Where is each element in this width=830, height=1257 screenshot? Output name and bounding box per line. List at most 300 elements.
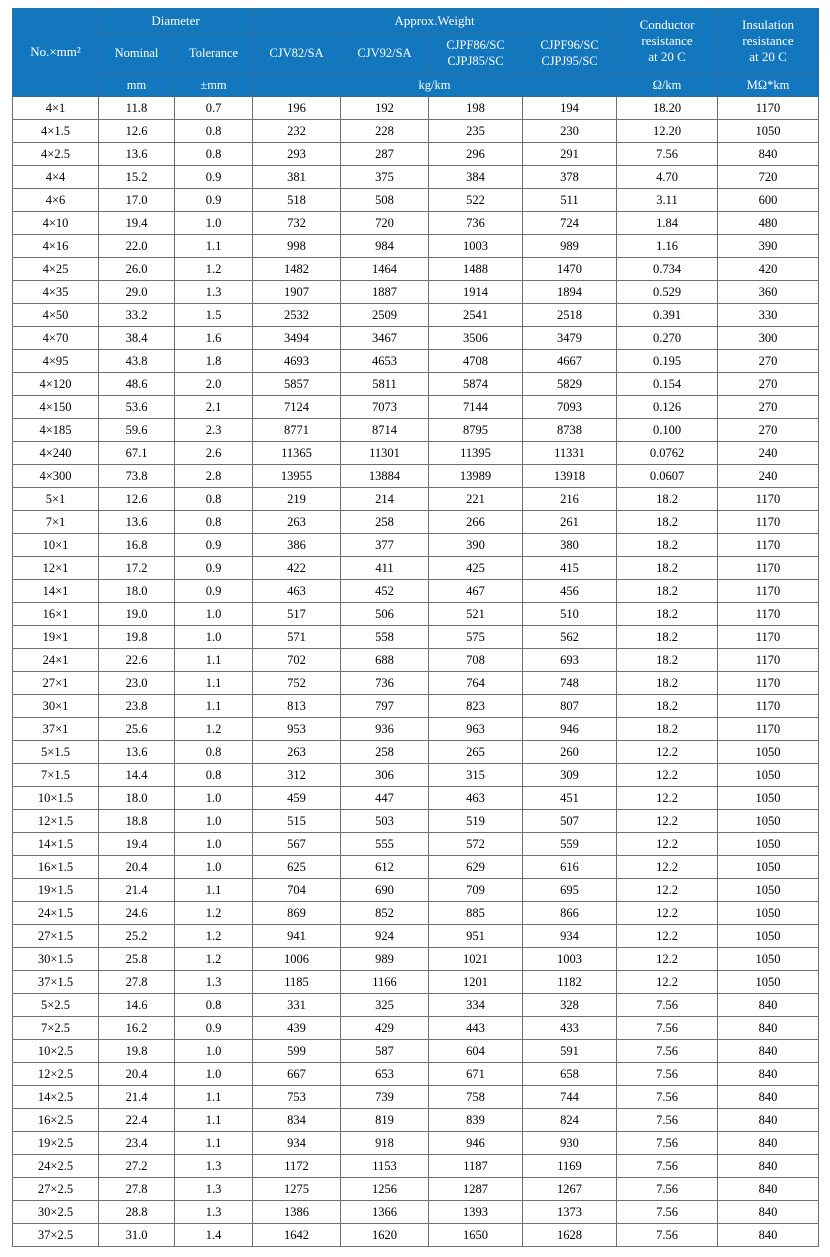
cell-size: 4×150 xyxy=(13,396,99,419)
table-row xyxy=(13,603,819,626)
cell-size: 19×2.5 xyxy=(13,1132,99,1155)
cell-insulation-resistance: 240 xyxy=(718,465,819,488)
cell-weight-cjpf86: 709 xyxy=(429,879,523,902)
cell-conductor-resistance: 7.56 xyxy=(617,1109,718,1132)
cell-weight-cjpf86: 221 xyxy=(429,488,523,511)
cell-insulation-resistance: 1050 xyxy=(718,856,819,879)
cell-insulation-resistance: 1050 xyxy=(718,879,819,902)
cell-conductor-resistance: 7.56 xyxy=(617,1178,718,1201)
cell-tolerance: 1.1 xyxy=(175,235,253,258)
cell-tolerance: 0.9 xyxy=(175,534,253,557)
cell-size: 27×2.5 xyxy=(13,1178,99,1201)
cell-insulation-resistance: 1170 xyxy=(718,557,819,580)
cell-insulation-resistance: 330 xyxy=(718,304,819,327)
cell-size: 10×1.5 xyxy=(13,787,99,810)
cell-weight-cjv82: 8771 xyxy=(253,419,341,442)
cell-conductor-resistance: 18.2 xyxy=(617,672,718,695)
cell-weight-cjpf96: 415 xyxy=(523,557,617,580)
header-group-approx-weight: Approx.Weight xyxy=(253,9,617,34)
table-row xyxy=(13,143,819,166)
cell-weight-cjpf86: 4708 xyxy=(429,350,523,373)
table-row xyxy=(13,304,819,327)
cell-nominal-diameter: 31.0 xyxy=(99,1224,175,1247)
cell-weight-cjpf86: 5874 xyxy=(429,373,523,396)
cell-size: 7×2.5 xyxy=(13,1017,99,1040)
header-conductor-resistance-line1: Conductor xyxy=(639,16,695,32)
cell-weight-cjv92: 1366 xyxy=(341,1201,429,1224)
cell-weight-cjv92: 555 xyxy=(341,833,429,856)
table-row xyxy=(13,396,819,419)
cell-size: 4×6 xyxy=(13,189,99,212)
cell-weight-cjpf86: 235 xyxy=(429,120,523,143)
cell-insulation-resistance: 840 xyxy=(718,1224,819,1247)
cell-nominal-diameter: 12.6 xyxy=(99,120,175,143)
header-cjv82-sa: CJV82/SA xyxy=(253,34,341,74)
cell-insulation-resistance: 1050 xyxy=(718,787,819,810)
cell-weight-cjpf86: 839 xyxy=(429,1109,523,1132)
header-conductor-resistance-line3: at 20 C xyxy=(648,49,686,65)
cell-tolerance: 1.0 xyxy=(175,1063,253,1086)
cell-weight-cjpf96: 13918 xyxy=(523,465,617,488)
cell-weight-cjpf86: 265 xyxy=(429,741,523,764)
cell-nominal-diameter: 19.0 xyxy=(99,603,175,626)
cell-weight-cjv92: 989 xyxy=(341,948,429,971)
header-insulation-resistance-line1: Insulation xyxy=(742,16,795,32)
cell-weight-cjv82: 459 xyxy=(253,787,341,810)
cell-weight-cjpf86: 8795 xyxy=(429,419,523,442)
cell-weight-cjv92: 4653 xyxy=(341,350,429,373)
cell-conductor-resistance: 0.0762 xyxy=(617,442,718,465)
cell-weight-cjv82: 625 xyxy=(253,856,341,879)
cell-tolerance: 0.8 xyxy=(175,120,253,143)
cell-insulation-resistance: 1050 xyxy=(718,833,819,856)
cell-tolerance: 1.2 xyxy=(175,948,253,971)
table-row xyxy=(13,327,819,350)
cell-weight-cjpf86: 3506 xyxy=(429,327,523,350)
cell-weight-cjv82: 5857 xyxy=(253,373,341,396)
header-cjpf86-sc-line2: CJPJ85/SC xyxy=(447,53,504,68)
table-row xyxy=(13,856,819,879)
cell-weight-cjpf86: 384 xyxy=(429,166,523,189)
cell-weight-cjv82: 934 xyxy=(253,1132,341,1155)
cell-nominal-diameter: 18.0 xyxy=(99,580,175,603)
cell-weight-cjv82: 2532 xyxy=(253,304,341,327)
cell-nominal-diameter: 18.8 xyxy=(99,810,175,833)
cell-weight-cjv82: 571 xyxy=(253,626,341,649)
table-row xyxy=(13,925,819,948)
cell-nominal-diameter: 22.4 xyxy=(99,1109,175,1132)
cell-weight-cjv92: 214 xyxy=(341,488,429,511)
table-row xyxy=(13,97,819,120)
cell-weight-cjpf86: 266 xyxy=(429,511,523,534)
cell-conductor-resistance: 1.84 xyxy=(617,212,718,235)
table-row xyxy=(13,373,819,396)
cell-nominal-diameter: 13.6 xyxy=(99,143,175,166)
cell-size: 30×1.5 xyxy=(13,948,99,971)
cell-nominal-diameter: 24.6 xyxy=(99,902,175,925)
cell-tolerance: 1.0 xyxy=(175,212,253,235)
cell-size: 10×2.5 xyxy=(13,1040,99,1063)
header-conductor-resistance xyxy=(617,9,718,75)
cell-tolerance: 0.7 xyxy=(175,97,253,120)
cell-insulation-resistance: 1170 xyxy=(718,718,819,741)
cell-conductor-resistance: 7.56 xyxy=(617,1017,718,1040)
cell-weight-cjpf96: 433 xyxy=(523,1017,617,1040)
table-row xyxy=(13,879,819,902)
cell-weight-cjv92: 411 xyxy=(341,557,429,580)
cell-conductor-resistance: 7.56 xyxy=(617,1063,718,1086)
cell-size: 16×1.5 xyxy=(13,856,99,879)
cell-insulation-resistance: 270 xyxy=(718,419,819,442)
cell-weight-cjv82: 518 xyxy=(253,189,341,212)
table-row xyxy=(13,672,819,695)
cell-weight-cjv92: 13884 xyxy=(341,465,429,488)
table-row xyxy=(13,511,819,534)
cell-size: 4×70 xyxy=(13,327,99,350)
cell-size: 4×35 xyxy=(13,281,99,304)
cell-size: 4×25 xyxy=(13,258,99,281)
cell-size: 12×2.5 xyxy=(13,1063,99,1086)
cell-weight-cjv92: 1887 xyxy=(341,281,429,304)
cell-weight-cjpf96: 946 xyxy=(523,718,617,741)
cell-weight-cjv92: 452 xyxy=(341,580,429,603)
cell-weight-cjv92: 506 xyxy=(341,603,429,626)
cell-insulation-resistance: 1170 xyxy=(718,695,819,718)
cell-conductor-resistance: 0.154 xyxy=(617,373,718,396)
header-cjpf96-sc-line2: CJPJ95/SC xyxy=(541,53,598,68)
cell-weight-cjpf86: 629 xyxy=(429,856,523,879)
cell-tolerance: 1.0 xyxy=(175,603,253,626)
cell-tolerance: 0.8 xyxy=(175,143,253,166)
unit-conductor-resistance: Ω/km xyxy=(617,74,718,97)
cell-weight-cjv92: 258 xyxy=(341,741,429,764)
cell-weight-cjv92: 984 xyxy=(341,235,429,258)
cell-weight-cjpf96: 8738 xyxy=(523,419,617,442)
cell-weight-cjpf96: 744 xyxy=(523,1086,617,1109)
cell-tolerance: 1.1 xyxy=(175,672,253,695)
cell-tolerance: 2.1 xyxy=(175,396,253,419)
cell-weight-cjpf96: 616 xyxy=(523,856,617,879)
cell-tolerance: 1.1 xyxy=(175,649,253,672)
cell-weight-cjv82: 263 xyxy=(253,511,341,534)
unit-tolerance-mm: ±mm xyxy=(175,74,253,97)
cell-weight-cjpf86: 425 xyxy=(429,557,523,580)
table-row xyxy=(13,557,819,580)
cell-insulation-resistance: 1050 xyxy=(718,971,819,994)
header-insulation-resistance xyxy=(718,9,819,75)
cell-weight-cjpf96: 510 xyxy=(523,603,617,626)
cell-tolerance: 1.1 xyxy=(175,695,253,718)
cell-weight-cjv92: 5811 xyxy=(341,373,429,396)
cell-tolerance: 0.8 xyxy=(175,511,253,534)
cell-weight-cjpf96: 559 xyxy=(523,833,617,856)
cell-weight-cjpf86: 951 xyxy=(429,925,523,948)
cell-nominal-diameter: 14.6 xyxy=(99,994,175,1017)
cell-insulation-resistance: 1170 xyxy=(718,97,819,120)
cell-nominal-diameter: 25.2 xyxy=(99,925,175,948)
cell-tolerance: 1.1 xyxy=(175,1132,253,1155)
cell-weight-cjpf86: 946 xyxy=(429,1132,523,1155)
cell-insulation-resistance: 1050 xyxy=(718,120,819,143)
cell-weight-cjpf86: 1393 xyxy=(429,1201,523,1224)
cell-weight-cjpf96: 194 xyxy=(523,97,617,120)
cell-tolerance: 2.6 xyxy=(175,442,253,465)
header-row-groups xyxy=(13,9,819,34)
cell-weight-cjv82: 515 xyxy=(253,810,341,833)
header-cjpf86-sc-line1: CJPF86/SC xyxy=(446,38,505,53)
cell-nominal-diameter: 21.4 xyxy=(99,879,175,902)
table-row xyxy=(13,1040,819,1063)
cell-weight-cjpf96: 1169 xyxy=(523,1155,617,1178)
cell-size: 12×1 xyxy=(13,557,99,580)
cell-weight-cjv92: 3467 xyxy=(341,327,429,350)
cell-tolerance: 0.9 xyxy=(175,557,253,580)
cell-conductor-resistance: 18.2 xyxy=(617,580,718,603)
cell-weight-cjv92: 558 xyxy=(341,626,429,649)
cell-weight-cjpf86: 443 xyxy=(429,1017,523,1040)
cell-weight-cjpf96: 748 xyxy=(523,672,617,695)
cell-weight-cjv82: 4693 xyxy=(253,350,341,373)
cell-nominal-diameter: 23.4 xyxy=(99,1132,175,1155)
cell-nominal-diameter: 18.0 xyxy=(99,787,175,810)
cell-nominal-diameter: 11.8 xyxy=(99,97,175,120)
cell-weight-cjv82: 752 xyxy=(253,672,341,695)
table-row xyxy=(13,419,819,442)
cell-weight-cjpf86: 885 xyxy=(429,902,523,925)
cell-weight-cjv82: 567 xyxy=(253,833,341,856)
cell-size: 14×2.5 xyxy=(13,1086,99,1109)
cell-conductor-resistance: 4.70 xyxy=(617,166,718,189)
cell-tolerance: 1.8 xyxy=(175,350,253,373)
cell-weight-cjpf96: 824 xyxy=(523,1109,617,1132)
cell-weight-cjpf96: 724 xyxy=(523,212,617,235)
cell-weight-cjpf86: 764 xyxy=(429,672,523,695)
cell-nominal-diameter: 16.2 xyxy=(99,1017,175,1040)
cell-weight-cjv92: 924 xyxy=(341,925,429,948)
cell-nominal-diameter: 43.8 xyxy=(99,350,175,373)
cell-size: 4×95 xyxy=(13,350,99,373)
cell-weight-cjv82: 834 xyxy=(253,1109,341,1132)
cell-size: 37×1.5 xyxy=(13,971,99,994)
cell-size: 14×1 xyxy=(13,580,99,603)
cell-weight-cjpf86: 736 xyxy=(429,212,523,235)
cell-insulation-resistance: 600 xyxy=(718,189,819,212)
cell-size: 30×1 xyxy=(13,695,99,718)
cell-insulation-resistance: 840 xyxy=(718,1040,819,1063)
cell-weight-cjpf86: 2541 xyxy=(429,304,523,327)
table-row xyxy=(13,1063,819,1086)
cell-tolerance: 1.2 xyxy=(175,902,253,925)
cell-tolerance: 1.2 xyxy=(175,718,253,741)
table-row xyxy=(13,1155,819,1178)
table-row xyxy=(13,1132,819,1155)
cell-conductor-resistance: 18.2 xyxy=(617,603,718,626)
cell-size: 4×50 xyxy=(13,304,99,327)
header-no-mm2: No.×mm² xyxy=(13,9,99,97)
cell-weight-cjpf96: 1628 xyxy=(523,1224,617,1247)
cell-weight-cjv92: 612 xyxy=(341,856,429,879)
cell-tolerance: 0.8 xyxy=(175,994,253,1017)
table-row xyxy=(13,994,819,1017)
cell-size: 14×1.5 xyxy=(13,833,99,856)
header-insulation-resistance-line2: resistance xyxy=(742,33,794,49)
cell-size: 4×2.5 xyxy=(13,143,99,166)
cell-weight-cjpf86: 1488 xyxy=(429,258,523,281)
cell-insulation-resistance: 300 xyxy=(718,327,819,350)
cell-weight-cjv82: 998 xyxy=(253,235,341,258)
cell-insulation-resistance: 1170 xyxy=(718,534,819,557)
cell-weight-cjpf96: 1470 xyxy=(523,258,617,281)
cell-weight-cjv82: 1006 xyxy=(253,948,341,971)
cell-nominal-diameter: 16.8 xyxy=(99,534,175,557)
cell-nominal-diameter: 28.8 xyxy=(99,1201,175,1224)
cell-tolerance: 1.4 xyxy=(175,1224,253,1247)
cell-weight-cjpf86: 708 xyxy=(429,649,523,672)
cell-conductor-resistance: 7.56 xyxy=(617,1155,718,1178)
cell-weight-cjpf96: 1267 xyxy=(523,1178,617,1201)
cell-nominal-diameter: 67.1 xyxy=(99,442,175,465)
cell-weight-cjv92: 797 xyxy=(341,695,429,718)
cell-insulation-resistance: 480 xyxy=(718,212,819,235)
cell-size: 12×1.5 xyxy=(13,810,99,833)
table-row xyxy=(13,350,819,373)
cell-tolerance: 2.8 xyxy=(175,465,253,488)
cell-weight-cjpf96: 5829 xyxy=(523,373,617,396)
cell-weight-cjpf96: 2518 xyxy=(523,304,617,327)
cell-weight-cjpf96: 7093 xyxy=(523,396,617,419)
cell-weight-cjv92: 508 xyxy=(341,189,429,212)
cell-weight-cjv82: 869 xyxy=(253,902,341,925)
table-row xyxy=(13,1201,819,1224)
cell-insulation-resistance: 840 xyxy=(718,1017,819,1040)
cell-weight-cjv92: 11301 xyxy=(341,442,429,465)
cell-tolerance: 1.3 xyxy=(175,281,253,304)
cell-weight-cjpf86: 604 xyxy=(429,1040,523,1063)
cell-conductor-resistance: 18.2 xyxy=(617,626,718,649)
table-row xyxy=(13,1109,819,1132)
cell-nominal-diameter: 27.8 xyxy=(99,971,175,994)
cell-conductor-resistance: 18.2 xyxy=(617,511,718,534)
table-row xyxy=(13,1178,819,1201)
cell-conductor-resistance: 12.2 xyxy=(617,764,718,787)
cell-tolerance: 1.0 xyxy=(175,1040,253,1063)
cell-weight-cjv82: 1907 xyxy=(253,281,341,304)
cell-size: 5×1.5 xyxy=(13,741,99,764)
cell-nominal-diameter: 21.4 xyxy=(99,1086,175,1109)
cell-nominal-diameter: 19.4 xyxy=(99,833,175,856)
cell-nominal-diameter: 29.0 xyxy=(99,281,175,304)
cell-conductor-resistance: 0.100 xyxy=(617,419,718,442)
cell-nominal-diameter: 38.4 xyxy=(99,327,175,350)
cell-weight-cjpf86: 671 xyxy=(429,1063,523,1086)
cell-nominal-diameter: 73.8 xyxy=(99,465,175,488)
cell-weight-cjv82: 1482 xyxy=(253,258,341,281)
cell-weight-cjv92: 653 xyxy=(341,1063,429,1086)
cell-size: 24×1 xyxy=(13,649,99,672)
cell-weight-cjpf96: 591 xyxy=(523,1040,617,1063)
cell-nominal-diameter: 53.6 xyxy=(99,396,175,419)
cell-size: 19×1 xyxy=(13,626,99,649)
cell-conductor-resistance: 0.195 xyxy=(617,350,718,373)
cell-tolerance: 0.9 xyxy=(175,1017,253,1040)
cell-weight-cjv92: 736 xyxy=(341,672,429,695)
cell-nominal-diameter: 33.2 xyxy=(99,304,175,327)
cell-tolerance: 1.1 xyxy=(175,1109,253,1132)
cell-weight-cjv92: 1166 xyxy=(341,971,429,994)
cell-weight-cjv92: 739 xyxy=(341,1086,429,1109)
cell-weight-cjpf96: 378 xyxy=(523,166,617,189)
cell-weight-cjpf96: 3479 xyxy=(523,327,617,350)
cell-weight-cjpf96: 456 xyxy=(523,580,617,603)
cell-insulation-resistance: 840 xyxy=(718,1178,819,1201)
cell-conductor-resistance: 18.20 xyxy=(617,97,718,120)
cell-weight-cjpf96: 328 xyxy=(523,994,617,1017)
cell-weight-cjpf86: 1914 xyxy=(429,281,523,304)
cell-insulation-resistance: 390 xyxy=(718,235,819,258)
cell-tolerance: 1.0 xyxy=(175,810,253,833)
cell-size: 4×185 xyxy=(13,419,99,442)
cell-weight-cjv82: 941 xyxy=(253,925,341,948)
cell-weight-cjpf96: 1373 xyxy=(523,1201,617,1224)
table-row xyxy=(13,534,819,557)
cell-size: 27×1 xyxy=(13,672,99,695)
cell-tolerance: 2.0 xyxy=(175,373,253,396)
cell-weight-cjv82: 13955 xyxy=(253,465,341,488)
cell-size: 4×1 xyxy=(13,97,99,120)
cell-tolerance: 1.5 xyxy=(175,304,253,327)
cell-conductor-resistance: 18.2 xyxy=(617,718,718,741)
cell-nominal-diameter: 59.6 xyxy=(99,419,175,442)
cell-nominal-diameter: 23.8 xyxy=(99,695,175,718)
cell-size: 27×1.5 xyxy=(13,925,99,948)
cell-weight-cjv82: 1172 xyxy=(253,1155,341,1178)
cell-nominal-diameter: 19.4 xyxy=(99,212,175,235)
cell-weight-cjv82: 422 xyxy=(253,557,341,580)
cell-weight-cjv82: 1275 xyxy=(253,1178,341,1201)
cell-weight-cjpf86: 463 xyxy=(429,787,523,810)
cell-weight-cjv92: 287 xyxy=(341,143,429,166)
cell-nominal-diameter: 48.6 xyxy=(99,373,175,396)
header-conductor-resistance-line2: resistance xyxy=(641,33,693,49)
cell-insulation-resistance: 270 xyxy=(718,396,819,419)
table-row xyxy=(13,465,819,488)
cell-tolerance: 1.1 xyxy=(175,879,253,902)
table-row xyxy=(13,971,819,994)
cell-size: 4×10 xyxy=(13,212,99,235)
cell-size: 10×1 xyxy=(13,534,99,557)
cell-weight-cjv82: 704 xyxy=(253,879,341,902)
cell-weight-cjv92: 852 xyxy=(341,902,429,925)
cell-conductor-resistance: 7.56 xyxy=(617,994,718,1017)
table-row xyxy=(13,1086,819,1109)
cell-weight-cjpf96: 1182 xyxy=(523,971,617,994)
cell-conductor-resistance: 12.2 xyxy=(617,787,718,810)
cell-weight-cjpf86: 334 xyxy=(429,994,523,1017)
table-row xyxy=(13,580,819,603)
cell-insulation-resistance: 840 xyxy=(718,143,819,166)
cell-conductor-resistance: 12.2 xyxy=(617,741,718,764)
table-row xyxy=(13,764,819,787)
cell-conductor-resistance: 7.56 xyxy=(617,1132,718,1155)
header-row-units xyxy=(13,74,819,97)
cell-weight-cjpf86: 1021 xyxy=(429,948,523,971)
cell-weight-cjpf86: 315 xyxy=(429,764,523,787)
cell-conductor-resistance: 7.56 xyxy=(617,1201,718,1224)
cell-nominal-diameter: 15.2 xyxy=(99,166,175,189)
cell-insulation-resistance: 720 xyxy=(718,166,819,189)
header-cjpf96-sc xyxy=(523,34,617,74)
cell-weight-cjv92: 258 xyxy=(341,511,429,534)
